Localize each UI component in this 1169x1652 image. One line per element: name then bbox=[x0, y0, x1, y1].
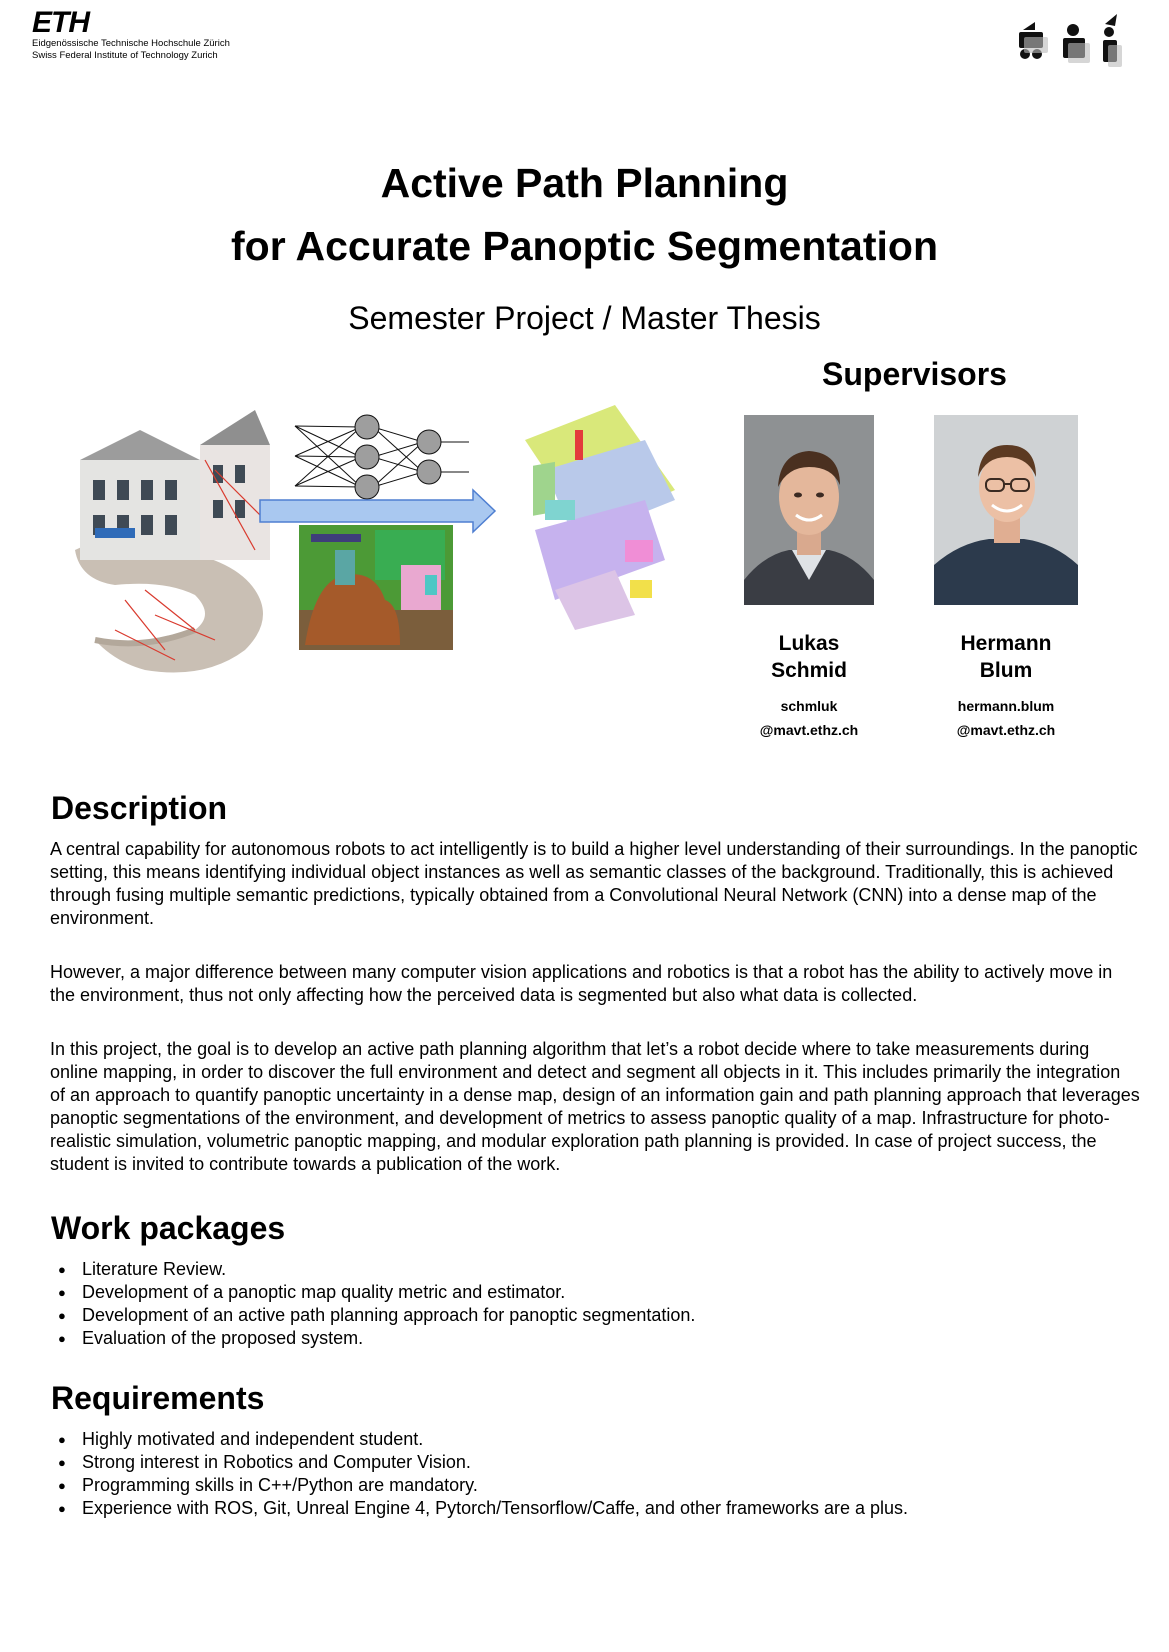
supervisor-last-name: Blum bbox=[979, 659, 1033, 682]
list-item: ● Development of a panoptic map quality metric and estimator. bbox=[50, 1281, 1140, 1304]
eth-name-english: Swiss Federal Institute of Technology Zurich bbox=[32, 50, 218, 61]
supervisor-email-2[interactable] bbox=[924, 694, 1088, 742]
eth-logo bbox=[32, 8, 262, 68]
page-title-line-1: Active Path Planning bbox=[380, 160, 789, 206]
supervisor-email-1[interactable] bbox=[734, 694, 884, 742]
description-paragraph-2: However, a major difference between many computer vision applications and robotics is that a robot has the ability to actively move in the environment, thus not only affecting how the perceived data is segmented but also what data is collected. bbox=[50, 962, 1113, 1005]
supervisors-heading: Supervisors bbox=[822, 356, 1007, 392]
title-block bbox=[0, 152, 1169, 278]
supervisor-photo-1 bbox=[744, 415, 874, 605]
segmentation-image bbox=[299, 525, 453, 650]
description-paragraph-3: In this project, the goal is to develop an active path planning algorithm that let’s a robot decide where to take measurements during online mapping, in order to discover the full environment and detect and segment all objects in it. This includes primarily the integration of an approach to quantify panoptic uncertainty in a dense map, design of an information gain and path planning approach that leverages panoptic segmentations of the environment, and development of metrics to assess panoptic quality of a map. Infrastructure for photo-realistic simulation, volumetric panoptic mapping, and modular exploration path planning is provided. In case of project success, the student is invited to contribute towards a publication of the work. bbox=[50, 1039, 1140, 1174]
eth-name-german: Eidgenössische Technische Hochschule Zürich bbox=[32, 38, 230, 49]
eth-wordmark: ETH bbox=[32, 6, 89, 39]
supervisor-name-1 bbox=[744, 630, 874, 684]
list-item: ● Evaluation of the proposed system. bbox=[50, 1327, 1140, 1350]
list-item: ● Highly motivated and independent student. bbox=[50, 1428, 1140, 1451]
supervisor-last-name: Schmid bbox=[771, 659, 847, 682]
work-packages-heading: Work packages bbox=[51, 1210, 286, 1246]
supervisor-first-name: Lukas bbox=[778, 632, 840, 655]
requirements-list bbox=[50, 1428, 1140, 1520]
email-domain: @mavt.ethz.ch bbox=[956, 722, 1056, 738]
page-subtitle: Semester Project / Master Thesis bbox=[348, 300, 821, 336]
list-item: ● Development of an active path planning approach for panoptic segmentation. bbox=[50, 1304, 1140, 1327]
supervisor-name-2 bbox=[934, 630, 1078, 684]
email-domain: @mavt.ethz.ch bbox=[759, 722, 859, 738]
email-user: hermann.blum bbox=[957, 698, 1055, 714]
page-title-line-2: for Accurate Panoptic Segmentation bbox=[231, 223, 938, 269]
description-body bbox=[50, 838, 1140, 1176]
list-item: ● Strong interest in Robotics and Computer Vision. bbox=[50, 1451, 1140, 1474]
supervisor-first-name: Hermann bbox=[960, 632, 1052, 655]
lab-pictogram-icon bbox=[1011, 8, 1131, 68]
list-item: ● Literature Review. bbox=[50, 1258, 1140, 1281]
neural-network-icon bbox=[295, 415, 469, 499]
pipeline-figure bbox=[55, 400, 715, 695]
description-heading: Description bbox=[51, 790, 228, 826]
supervisor-photo-2 bbox=[934, 415, 1078, 605]
panoptic-map-image bbox=[525, 400, 675, 630]
email-user: schmluk bbox=[780, 698, 838, 714]
requirements-heading: Requirements bbox=[51, 1380, 265, 1416]
list-item: ● Programming skills in C++/Python are mandatory. bbox=[50, 1474, 1140, 1497]
work-packages-list bbox=[50, 1258, 1140, 1350]
description-paragraph-1: A central capability for autonomous robots to act intelligently is to build a higher level understanding of their surroundings. In the panoptic setting, this means identifying individual object instances as well as semantic classes of the background. Traditionally, this is achieved through fusing multiple semantic predictions, typically obtained from a Convolutional Neural Network (CNN) into a dense map of the environment. bbox=[50, 839, 1138, 928]
list-item: ● Experience with ROS, Git, Unreal Engine 4, Pytorch/Tensorflow/Caffe, and other frameworks are a plus. bbox=[50, 1497, 1140, 1520]
scan-reconstruction-image bbox=[75, 410, 270, 673]
